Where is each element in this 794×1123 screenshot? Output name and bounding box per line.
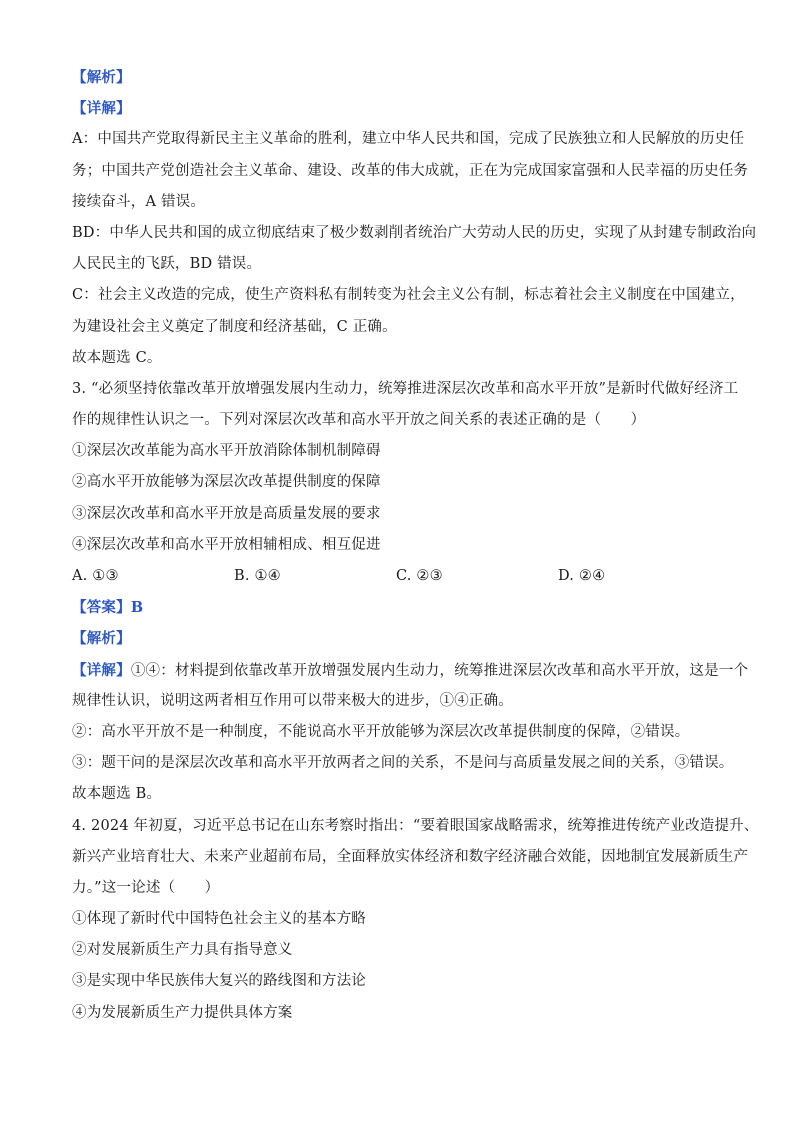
text-line: 为建设社会主义奠定了制度和经济基础，C 正确。	[72, 318, 397, 335]
conclusion-line: 故本题选 B。	[72, 786, 162, 803]
statement-item: ③深层次改革和高水平开放是高质量发展的要求	[72, 505, 381, 522]
statement-item: ①体现了新时代中国特色社会主义的基本方略	[72, 911, 366, 928]
answer-value: B	[130, 599, 144, 617]
document-page	[72, 62, 759, 1029]
statement-item: ②高水平开放能够为深层次改革提供制度的保障	[72, 474, 381, 491]
statement-item: ④为发展新质生产力提供具体方案	[72, 1004, 293, 1021]
text-line: 规律性认识，说明这两者相互作用可以带来极大的进步，①④正确。	[72, 692, 513, 709]
option-d: D. ②④	[558, 568, 606, 584]
text-line: C：社会主义改造的完成，使生产资料私有制转变为社会主义公有制，标志着社会主义制度在中国建立，	[72, 287, 745, 304]
option-c: C. ②③	[396, 568, 443, 584]
text-line: BD：中华人民共和国的成立彻底结束了极少数剥削者统治广大劳动人民的历史，实现了从封建专制政治向	[72, 224, 757, 241]
text-line: 人民民主的飞跃，BD 错误。	[72, 256, 262, 273]
answer-line	[72, 592, 722, 623]
analysis-tag: 【解析】	[72, 630, 131, 648]
question-stem-line: 作的规律性认识之一。下列对深层次改革和高水平开放之间关系的表述正确的是（ ）	[72, 412, 646, 429]
analysis-tag: 【解析】	[72, 69, 131, 86]
text-line: A：中国共产党取得新民主主义革命的胜利，建立中华人民共和国，完成了民族独立和人民解放的历史任	[72, 131, 745, 148]
question-stem-line: 力。”这一论述（ ）	[72, 879, 220, 896]
question-stem-line: 4. 2024 年初夏，习近平总书记在山东考察时指出：“要着眼国家战略需求，统筹推进传统产业改造提升、	[72, 817, 759, 834]
text-line: 务；中国共产党创造社会主义革命、建设、改革的伟大成就，正在为完成国家富强和人民幸福的历史任务	[72, 162, 749, 179]
text-line: 接续奋斗，A 错误。	[72, 193, 206, 210]
question-stem-line: 新兴产业培育壮大、未来产业超前布局，全面释放实体经济和数字经济融合效能，因地制宜发展新质生产	[72, 848, 749, 865]
detail-line	[72, 655, 749, 686]
text-line: ③：题干问的是深层次改革和高水平开放两者之间的关系，不是问与高质量发展之间的关系，③错误。	[72, 755, 734, 772]
question-stem-line: 3. “必须坚持依靠改革开放增强发展内生动力，统筹推进深层次改革和高水平开放”是新时代做好经济工	[72, 380, 739, 397]
option-a: A. ①③	[72, 568, 119, 584]
analysis-heading	[72, 62, 722, 93]
detail-text: ①④：材料提到依靠改革开放增强发展内生动力，统筹推进深层次改革和高水平开放，这是一个	[130, 662, 749, 679]
statement-item: ④深层次改革和高水平开放相辅相成、相互促进	[72, 536, 381, 553]
option-b: B. ①④	[234, 568, 281, 584]
analysis-heading	[72, 623, 722, 654]
detail-heading	[72, 93, 722, 124]
statement-item: ③是实现中华民族伟大复兴的路线图和方法论	[72, 973, 366, 990]
statement-item: ①深层次改革能为高水平开放消除体制机制障碍	[72, 443, 381, 460]
answer-tag: 【答案】	[72, 599, 131, 617]
conclusion-line: 故本题选 C。	[72, 349, 162, 366]
text-line: ②：高水平开放不是一种制度，不能说高水平开放能够为深层次改革提供制度的保障，②错误。	[72, 723, 690, 740]
statement-item: ②对发展新质生产力具有指导意义	[72, 942, 293, 959]
answer-options	[72, 561, 722, 592]
detail-tag: 【详解】	[72, 661, 131, 679]
detail-tag: 【详解】	[72, 100, 131, 118]
